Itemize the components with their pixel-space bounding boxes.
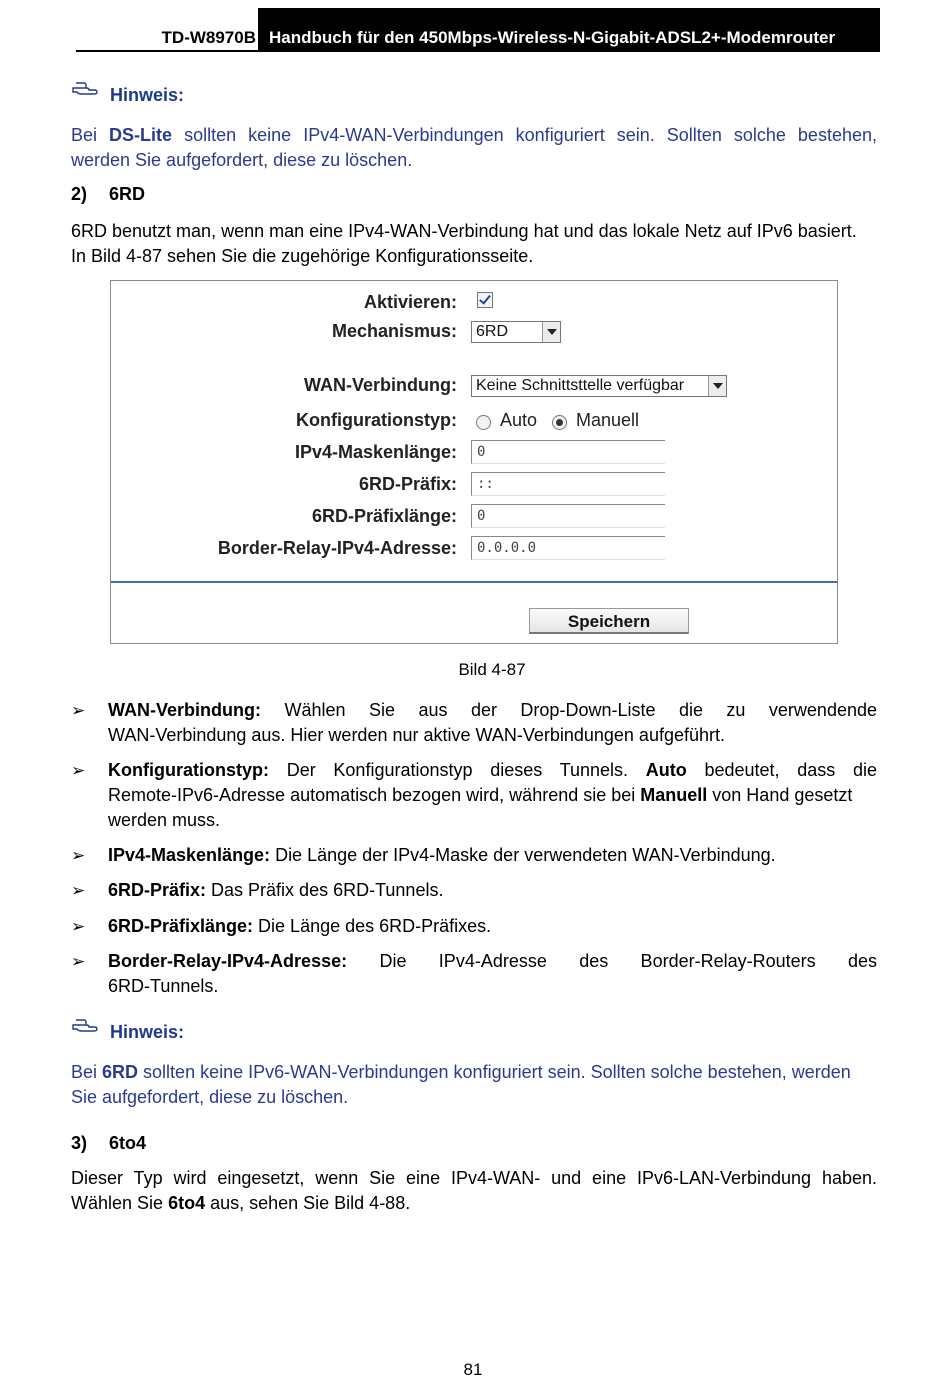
body-text: 6RD benutzt man, wenn man eine IPv4-WAN-Verbindung hat und das lokale Netz auf IPv6 basiert. [71,221,857,241]
label-mechanismus: Mechanismus: [331,321,457,341]
aktivieren-checkbox[interactable] [477,292,493,308]
body-text: Dieser Typ wird eingesetzt, wenn Sie eine IPv4-WAN- und eine IPv6-LAN-Verbindung haben. [71,1168,877,1188]
radio-manuell-label: Manuell [576,410,640,430]
bullet-text: Das Präfix des 6RD-Tunnels. [206,880,444,900]
note-text-line: Sie aufgefordert, diese zu löschen. [71,1087,349,1107]
bullet-head: WAN-Verbindung: [108,700,261,720]
page-number: 81 [463,1360,483,1379]
label-mask: IPv4-Maskenlänge: [294,442,457,462]
note-title: Hinweis: [110,1022,185,1042]
bullet-arrow-icon: ➢ [71,881,86,900]
header-title: Handbuch für den 450Mbps-Wireless-N-Gigabit-ADSL2+-Modemrouter [258,8,880,51]
note-text-line [71,123,877,148]
bullet-arrow-icon: ➢ [71,952,86,971]
label-praefixlaenge: 6RD-Präfixlänge: [311,506,457,526]
bullet-bold: Auto [645,760,687,780]
bullet-arrow-icon: ➢ [71,761,86,780]
section-title: 6RD [109,184,146,204]
header-model: TD-W8970B [161,28,256,47]
pointing-hand-icon [72,82,98,98]
body-text-line [71,1191,410,1216]
label-aktivieren: Aktivieren: [363,292,457,312]
section-title: 6to4 [109,1133,147,1153]
relay-input[interactable]: 0.0.0.0 [471,536,665,560]
chevron-down-icon [542,322,560,342]
wan-select[interactable] [471,375,727,397]
bullet-head: 6RD-Präfix: [108,880,207,900]
bullet-line [108,843,877,868]
chevron-down-icon [708,376,726,396]
bullet-arrow-icon: ➢ [71,917,86,936]
bullet-line [108,878,877,903]
note-text: Bei [71,125,110,145]
section-heading [71,1133,146,1154]
save-button[interactable]: Speichern [529,608,689,634]
bullet-arrow-icon: ➢ [71,846,86,865]
mechanismus-select[interactable] [471,321,561,343]
radio-auto-label: Auto [500,410,538,430]
label-konfig: Konfigurationstyp: [296,410,457,430]
pointing-hand-icon [72,1019,98,1035]
body-bold: 6to4 [168,1193,206,1213]
bullet-line [108,698,877,723]
bullet-head: Border-Relay-IPv4-Adresse: [108,951,348,971]
section-number: 2) [71,184,88,204]
wan-value: Keine Schnittsttelle verfügbar [476,377,685,394]
note-text: sollten keine IPv4-WAN-Verbindungen konfiguriert sein. Sollten solche bestehen, [172,125,877,145]
mechanismus-value: 6RD [476,323,509,340]
section-number: 3) [71,1133,88,1153]
bullet-text: Der Konfigurationstyp dieses Tunnels. [286,760,629,780]
body-text: Wählen Sie [71,1193,169,1213]
bullet-line: 6RD-Tunnels. [108,976,219,996]
bullet-line [108,949,877,974]
note-text-line [71,1060,877,1085]
bullet-text: Wählen Sie aus der Drop-Down-Liste die zu verwendende [284,700,877,720]
bullet-text: Die Länge des 6RD-Präfixes. [253,916,492,936]
bullet-bold: Manuell [640,785,708,805]
bullet-head: Konfigurationstyp: [108,760,269,780]
bullet-line [108,914,877,939]
bullet-line: WAN-Verbindung aus. Hier werden nur aktive WAN-Verbindungen aufgeführt. [108,725,725,745]
bullet-text: Die IPv4-Adresse des Border-Relay-Routers des [379,951,877,971]
label-praefix: 6RD-Präfix: [358,474,457,494]
divider [111,581,837,583]
section-heading [71,184,145,205]
bullet-line [108,758,877,783]
note-bold: 6RD [102,1062,139,1082]
bullet-text: Remote-IPv6-Adresse automatisch bezogen wird, während sie bei [108,785,641,805]
config-figure [110,280,838,644]
label-wan: WAN-Verbindung: [304,375,457,395]
body-text: In Bild 4-87 sehen Sie die zugehörige Konfigurationsseite. [71,246,534,266]
note-bold: DS-Lite [109,125,173,145]
praefix-input[interactable]: :: [471,472,665,496]
bullet-line: werden muss. [108,810,221,830]
note-text: Bei [71,1062,103,1082]
note-text: sollten keine IPv6-WAN-Verbindungen konfiguriert sein. Sollten solche bestehen, werden [138,1062,851,1082]
note-title: Hinweis: [110,85,185,105]
bullet-text: bedeutet, dass die [704,760,877,780]
bullet-arrow-icon: ➢ [71,701,86,720]
bullet-head: 6RD-Präfixlänge: [108,916,254,936]
radio-manuell[interactable] [552,415,567,430]
body-text: aus, sehen Sie Bild 4-88. [205,1193,411,1213]
note-text-line: werden Sie aufgefordert, diese zu löschen. [71,150,413,170]
mask-input[interactable]: 0 [471,440,665,464]
bullet-text: von Hand gesetzt [707,785,853,805]
radio-auto[interactable] [476,415,491,430]
label-relay: Border-Relay-IPv4-Adresse: [217,538,457,558]
bullet-line [108,783,877,808]
figure-caption: Bild 4-87 [458,660,526,679]
praefixlaenge-input[interactable]: 0 [471,504,665,528]
bullet-text: Die Länge der IPv4-Maske der verwendeten WAN-Verbindung. [270,845,776,865]
bullet-head: IPv4-Maskenlänge: [108,845,271,865]
